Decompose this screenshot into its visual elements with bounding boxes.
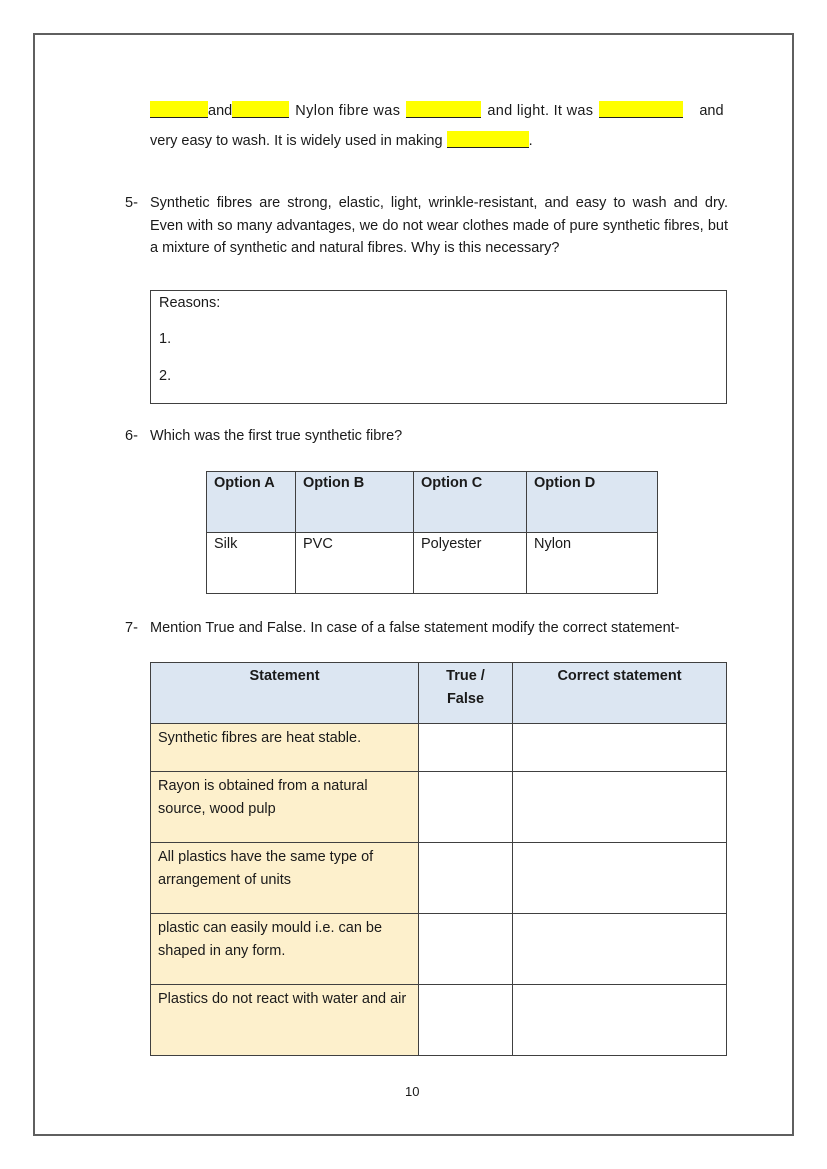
option-d-value[interactable]: Nylon	[527, 533, 658, 594]
blank-2[interactable]	[232, 101, 289, 118]
reasons-title: Reasons:	[159, 295, 221, 311]
table-row	[151, 772, 727, 843]
true-false-header-line1: True /	[446, 668, 485, 684]
statement-cell: Rayon is obtained from a natural source, wood pulp	[151, 772, 419, 843]
reasons-box[interactable]	[150, 290, 727, 404]
option-c-header: Option C	[414, 472, 527, 533]
q4-period: .	[528, 133, 533, 149]
q7-number: 7-	[125, 620, 138, 636]
option-c-value[interactable]: Polyester	[414, 533, 527, 594]
q7-text: Mention True and False. In case of a false statement modify the correct statement-	[150, 620, 680, 636]
option-a-value[interactable]: Silk	[207, 533, 296, 594]
statement-cell: Synthetic fibres are heat stable.	[151, 724, 419, 772]
true-false-cell[interactable]	[419, 772, 513, 843]
blank-5[interactable]	[447, 131, 529, 148]
true-false-header	[419, 663, 513, 724]
q4-and-2: and	[699, 103, 724, 119]
true-false-header-line2: False	[446, 691, 485, 707]
correct-statement-cell[interactable]	[513, 985, 727, 1056]
option-d-header: Option D	[527, 472, 658, 533]
blank-1[interactable]	[150, 101, 208, 118]
correct-statement-cell[interactable]	[513, 843, 727, 914]
q4-and-light: and light. It was	[487, 103, 594, 119]
correct-statement-cell[interactable]	[513, 724, 727, 772]
option-b-value[interactable]: PVC	[296, 533, 414, 594]
true-false-cell[interactable]	[419, 724, 513, 772]
q4-line-2	[150, 131, 533, 150]
options-header-row	[207, 472, 658, 533]
option-a-header: Option A	[207, 472, 296, 533]
options-value-row	[207, 533, 658, 594]
page-number: 10	[405, 1084, 420, 1099]
correct-statement-cell[interactable]	[513, 772, 727, 843]
q4-and-1: and	[208, 103, 233, 119]
correct-statement-cell[interactable]	[513, 914, 727, 985]
table-row	[151, 985, 727, 1056]
true-false-cell[interactable]	[419, 914, 513, 985]
q5-number: 5-	[125, 195, 138, 211]
true-false-table	[150, 662, 727, 1056]
statement-cell: plastic can easily mould i.e. can be shaped in any form.	[151, 914, 419, 985]
correct-statement-header: Correct statement	[513, 663, 727, 724]
true-false-cell[interactable]	[419, 843, 513, 914]
q4-nylon-text: Nylon fibre was	[295, 103, 401, 119]
table-row	[151, 843, 727, 914]
q6-number: 6-	[125, 428, 138, 444]
reason-2-label: 2.	[159, 368, 172, 384]
q4-line2-text: very easy to wash. It is widely used in making	[150, 133, 443, 149]
statement-header: Statement	[151, 663, 419, 724]
option-b-header: Option B	[296, 472, 414, 533]
blank-3[interactable]	[406, 101, 481, 118]
true-false-cell[interactable]	[419, 985, 513, 1056]
q4-line-1	[150, 101, 724, 120]
tf-header-row	[151, 663, 727, 724]
reason-1-label: 1.	[159, 331, 172, 347]
statement-cell: All plastics have the same type of arrangement of units	[151, 843, 419, 914]
q6-text: Which was the first true synthetic fibre?	[150, 428, 403, 444]
statement-cell: Plastics do not react with water and air	[151, 985, 419, 1056]
options-table	[206, 471, 658, 594]
table-row	[151, 724, 727, 772]
q5-text: Synthetic fibres are strong, elastic, light, wrinkle-resistant, and easy to wash and dry. Even with so many advantages, we do not wear clothes made of pure synthetic fibres, but a mixture of synthetic and natural fibres. Why is this necessary?	[150, 195, 728, 256]
table-row	[151, 914, 727, 985]
blank-4[interactable]	[599, 101, 683, 118]
